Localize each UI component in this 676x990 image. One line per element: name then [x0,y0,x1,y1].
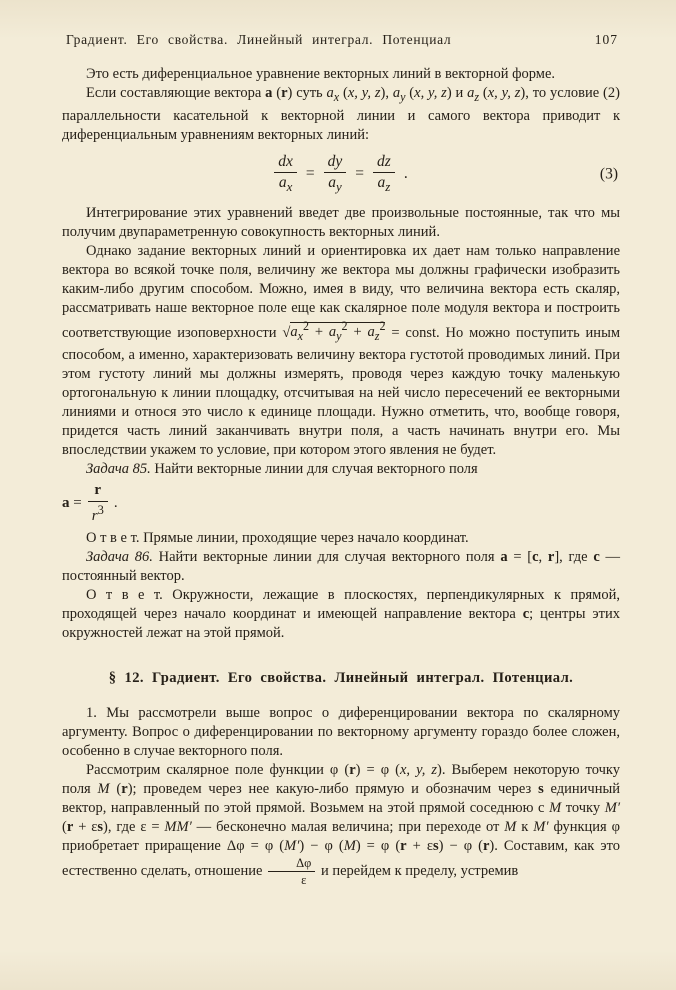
equation-number: (3) [599,165,618,183]
fraction-dx-ax [274,153,297,195]
denominator: $a_y$ [328,173,342,194]
equation-85 [62,482,620,525]
denominator: $a_z$ [377,173,391,194]
denominator: $r^3$ [91,502,104,524]
paragraph-answer-86: О т в е т. Окружности, лежащие в плоскостях, перпендикулярных к прямой, проходящей через начало координат и имеющей направление вектора c; центры этих окружностей лежат на этой прямой. [62,586,620,641]
equals-sign: = [305,165,315,183]
paragraph-integration: Интегрирование этих уравнений введет две произвольные постоянные, так что мы получим двупараметренную совокупность векторных линий. [62,204,620,240]
running-header [66,32,618,48]
paragraph-answer-85: О т в е т. Прямые линии, проходящие через начало координат. [86,529,469,546]
equals-sign: = [355,165,365,183]
paragraph-components: Если составляющие вектора a (r) суть $a_x$ (x, y, z), $a_y$ (x, y, z) и $a_z$ (x, y, z), то условие (2) параллельности касательной к векторной линии и самого вектора приводит к диференциальным уравнениям векторных линий: [62,85,620,143]
equation-3 [62,153,620,195]
page-body [62,65,620,888]
numerator: dy [324,153,347,173]
numerator: r [88,482,108,501]
paragraph-problem-85: Задача 85. Найти векторные линии для случая векторного поля [86,461,478,478]
denominator: $a_x$ [278,173,293,194]
numerator: dz [373,153,395,173]
paragraph-scalar-field: Рассмотрим скалярное поле функции φ (r) = φ (x, y, z). Выберем некоторую точку поля M (r); проведем через нее какую-либо прямую и обозначим через s единичный вектор, направленный по этой прямой. Возьмем на этой прямой соседнюю с M точку M′ (r + εs), где ε = MM′ — бесконечно малая величина; при переходе от M к M′ функция φ приобретает приращение Δφ = φ (M′) − φ (M) = φ (r + εs) − φ (r). Составим, как это естественно сделать, отношение $\frac{\Delta\varphi}{\varepsilon}$ и перейдем к пределу, устремив [62,761,621,888]
fraction-dy-ay [324,153,347,195]
page-number: 107 [594,32,618,47]
numerator: dx [274,153,297,173]
fraction-dz-az [373,153,395,195]
equation-85-lhs: a = [62,495,82,512]
paragraph-gradient-intro: 1. Мы рассмотрели выше вопрос о диференцировании вектора по скалярному аргументу. Вопрос о диференцировании по векторному аргументу гораздо более сложен, особенно в случае векторного поля. [62,704,620,759]
paragraph-density: Однако задание векторных линий и ориентировка их дает нам только направление вектора во всякой точке поля, величину же вектора мы должны графически изобразить каким-либо другим способом. Можно, имея в виду, что величина вектора есть скаляр, рассматривать наше векторное поле еще как скалярное поле модуля вектора и построить соответствующие изоповерхности $√a_x^2 + a_y^2 + a_z^2$ = const. Но можно поступить иным способом, а именно, характеризовать величину вектора густотой проводимых линий. При этом густоту линий мы должны измерять, проводя через каждую точку маленькую ортогональную к линии площадку, отсчитывая на ней число пересечений ее векторными линиями и относя это число к единице площади. Нужно отметить, что, вообще говоря, придется часть линий заканчивать внутри поля, а часть начинать внутри его. Мы впоследствии укажем то условие, при котором этого явления не будет. [62,242,620,459]
fraction-r-r3 [88,482,108,525]
section-heading: § 12. Градиент. Его свойства. Линейный интеграл. Потенциал. [108,669,574,686]
equation-period: . [113,495,118,512]
equation-period: . [403,165,408,183]
paragraph-vector-form: Это есть диференциальное уравнение векторных линий в векторной форме. [86,66,555,82]
paragraph-problem-86: Задача 86. Найти векторные линии для случая векторного поля a = [c, r], где c — постоянный вектор. [62,548,621,584]
running-head-title: Градиент. Его свойства. Линейный интеграл. Потенциал [66,32,452,47]
